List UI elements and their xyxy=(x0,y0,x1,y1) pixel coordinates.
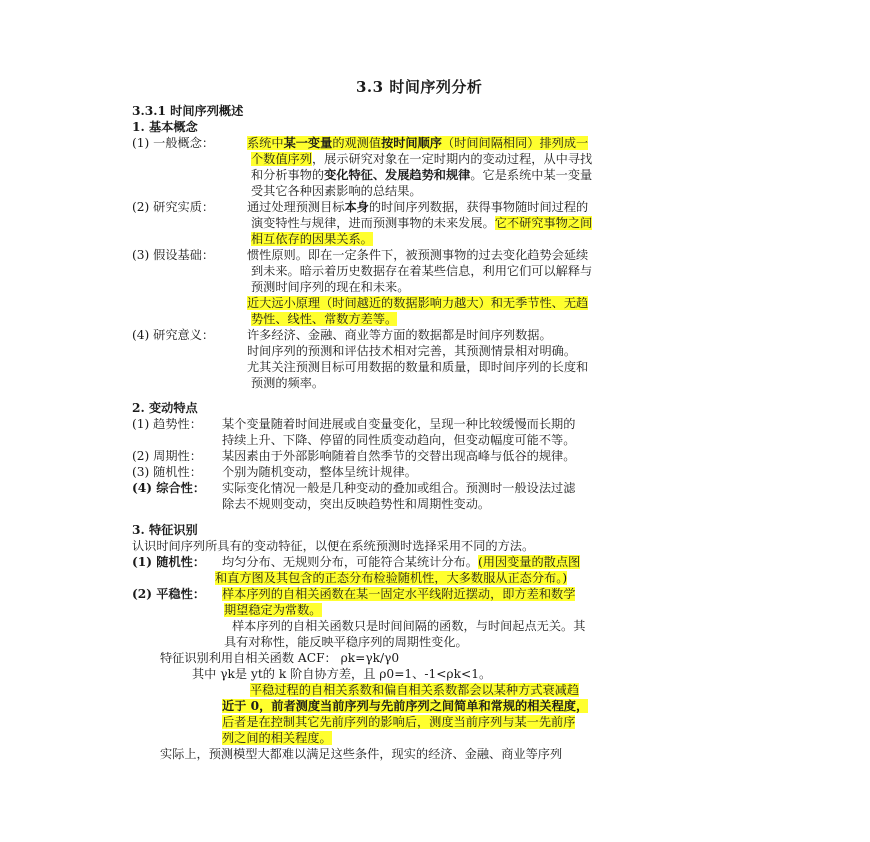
text-line: 预测时间序列的现在和未来。 xyxy=(251,280,410,294)
subsection-heading-changes: 2. 变动特点 xyxy=(132,401,198,415)
text-line: 实际上，预测模型大都难以满足这些条件，现实的经济、金融、商业等序列 xyxy=(160,747,563,761)
section-heading: 3.3.1 时间序列概述 xyxy=(132,104,244,118)
bold-span: 某一变量 xyxy=(283,136,333,150)
highlight-span: 近于 0，前者测度当前序列与先前序列之间简单和常规的相关程度， xyxy=(222,699,589,713)
text-line xyxy=(222,715,575,730)
text-line xyxy=(250,683,579,698)
text-line: 除去不规则变动，突出反映趋势性和周期性变动。 xyxy=(222,497,491,511)
text-line: 某因素由于外部影响随着自然季节的交替出现高峰与低谷的规律。 xyxy=(222,449,576,463)
text-line xyxy=(251,152,592,167)
highlight-span: (用因变量的散点图 xyxy=(477,555,581,569)
item-label: (1) 随机性： xyxy=(132,555,206,569)
text-span: 演变特性与规律，进而预测事物的未来发展。 xyxy=(251,216,495,230)
highlight-span: 近大远小原理（时间越近的数据影响力越大）和无季节性、无趋 xyxy=(247,296,589,310)
text-line xyxy=(222,699,588,714)
text-line xyxy=(222,587,575,602)
text-line xyxy=(222,555,580,570)
subsection-heading-identification: 3. 特征识别 xyxy=(132,523,198,537)
highlight-span: 后者是在控制其它先前序列的影响后，测度当前序列与某一先前序 xyxy=(222,715,576,729)
item-label: (4) 综合性： xyxy=(132,481,206,495)
text-line: 样本序列的自相关函数只是时间间隔的函数，与时间起点无关。其 xyxy=(232,619,586,633)
text-span: 系统中 xyxy=(247,136,284,150)
text-line xyxy=(247,296,588,311)
highlight-span: 相互依存的因果关系。 xyxy=(251,232,373,246)
item-label: (2) 平稳性： xyxy=(132,587,206,601)
formula-line: 其中 γk是 yt的 k 阶自协方差，且 ρ0=1、-1<ρk<1。 xyxy=(192,667,492,681)
item-label: (1) 趋势性： xyxy=(132,417,202,431)
bold-span: 本身 xyxy=(344,200,369,214)
text-line: 尤其关注预测目标可用数据的数量和质量，即时间序列的长度和 xyxy=(247,360,589,374)
text-line xyxy=(224,603,322,618)
highlight-span: 势性、线性、常数方差等。 xyxy=(251,312,398,326)
text-line: 到未来。暗示着历史数据存在着某些信息，利用它们可以解释与 xyxy=(251,264,593,278)
item-label: (2) 研究实质： xyxy=(132,200,215,214)
highlight-span: 列之间的相关程度。 xyxy=(222,731,332,745)
text-line: 惯性原则。即在一定条件下，被预测事物的过去变化趋势会延续 xyxy=(247,248,589,262)
text-line: 时间序列的预测和评估技术相对完善，其预测情景相对明确。 xyxy=(247,344,577,358)
text-line xyxy=(247,136,588,151)
page-title: 3.3 时间序列分析 xyxy=(356,78,483,96)
text-span: （时间间隔相同）排列成一 xyxy=(442,136,589,150)
text-span: 均匀分布、无规则分布，可能符合某统计分布。 xyxy=(222,555,478,569)
text-span: 。它是系统中某一变量 xyxy=(470,168,593,182)
text-line: 某个变量随着时间进展或自变量变化，呈现一种比较缓慢而长期的 xyxy=(222,417,576,431)
item-label: (3) 假设基础： xyxy=(132,248,215,262)
highlight-span: 平稳过程的自相关系数和偏自相关系数都会以某种方式衰减趋 xyxy=(250,683,580,697)
item-label: (1) 一般概念： xyxy=(132,136,215,150)
text-line xyxy=(251,232,373,247)
highlight-span: 它不研究事物之间 xyxy=(494,216,593,230)
text-line: 许多经济、金融、商业等方面的数据都是时间序列数据。 xyxy=(247,328,552,342)
text-span: 通过处理预测目标 xyxy=(247,200,345,214)
text-span: 和分析事物的 xyxy=(251,168,325,182)
item-label: (4) 研究意义： xyxy=(132,328,215,342)
text-span: 的观测值 xyxy=(332,136,382,150)
text-line xyxy=(251,168,592,183)
highlight-span: 样本序列的自相关函数在某一固定水平线附近摆动，即方差和数学 xyxy=(222,587,576,601)
formula-line: 特征识别利用自相关函数 ACF： ρk=γk/γ0 xyxy=(160,651,400,665)
text-line xyxy=(251,216,592,231)
text-line: 个别为随机变动，整体呈统计规律。 xyxy=(222,465,417,479)
highlight-span: 期望稳定为常数。 xyxy=(224,603,322,617)
item-label: (2) 周期性： xyxy=(132,449,202,463)
highlight-span: 个数值序列 xyxy=(251,152,312,166)
text-line: 持续上升、下降、停留的同性质变动趋向，但变动幅度可能不等。 xyxy=(222,433,576,447)
bold-span: 按时间顺序 xyxy=(381,136,442,150)
text-line: 预测的频率。 xyxy=(251,376,325,390)
text-line: 实际变化情况一般是几种变动的叠加或组合。预测时一般设法过滤 xyxy=(222,481,576,495)
text-line: 具有对称性，能反映平稳序列的周期性变化。 xyxy=(224,635,468,649)
subsection-heading-concepts: 1. 基本概念 xyxy=(132,120,198,134)
text-line xyxy=(215,571,567,586)
text-line xyxy=(247,200,588,215)
text-line xyxy=(222,731,332,746)
bold-span: 变化特征、发展趋势和规律 xyxy=(324,168,471,182)
text-span: ，展示研究对象在一定时期内的变动过程，从中寻找 xyxy=(311,152,593,166)
highlight-span: 和直方图及其包含的正态分布检验随机性，大多数服从正态分布。) xyxy=(215,571,568,585)
text-line xyxy=(251,312,397,327)
text-line: 认识时间序列所具有的变动特征，以便在系统预测时选择采用不同的方法。 xyxy=(132,539,535,553)
text-span: 的时间序列数据，获得事物随时间过程的 xyxy=(368,200,589,214)
text-line: 受其它各种因素影响的总结果。 xyxy=(251,184,422,198)
item-label: (3) 随机性： xyxy=(132,465,202,479)
